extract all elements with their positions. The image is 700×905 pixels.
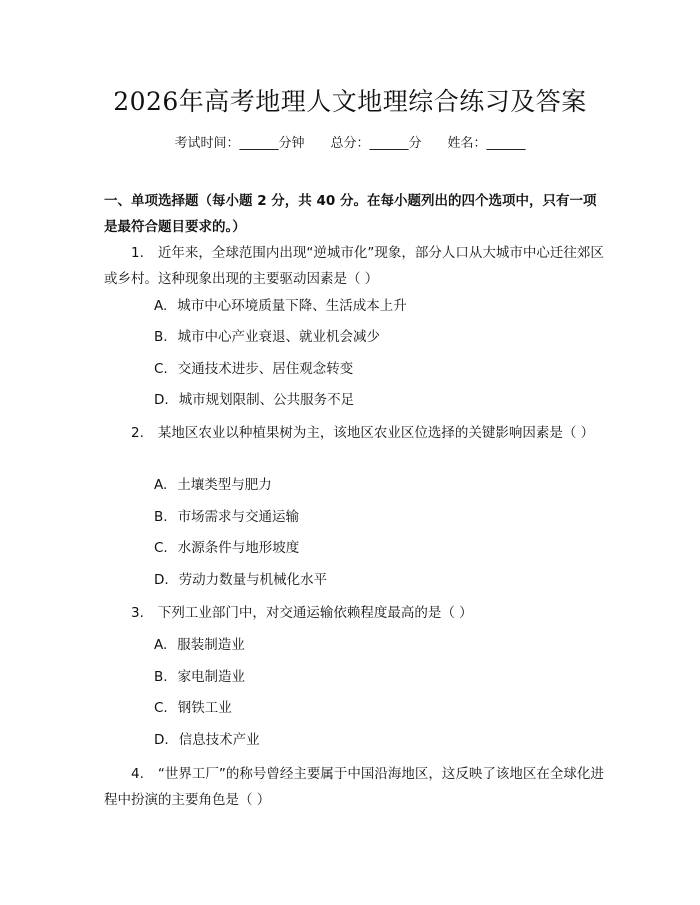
option-text: 家电制造业 bbox=[177, 669, 246, 685]
question-number: 2. bbox=[131, 425, 144, 441]
question-3 bbox=[104, 600, 604, 626]
page-title: 2026年高考地理人文地理综合练习及答案 bbox=[113, 87, 587, 116]
question-text: 下列工业部门中，对交通运输依赖程度最高的是（ ） bbox=[157, 605, 473, 621]
option-letter: C. bbox=[154, 361, 168, 377]
question-1-option-a bbox=[154, 293, 594, 319]
question-2-option-b bbox=[154, 504, 594, 530]
question-text: 近年来，全球范围内出现“逆城市化”现象，部分人口从大城市中心迁往郊区或乡村。这种现象出现的主要驱动因素是（ ） bbox=[104, 245, 604, 287]
option-text: 劳动力数量与机械化水平 bbox=[178, 572, 328, 588]
question-3-option-a bbox=[154, 632, 594, 658]
question-3-option-d bbox=[154, 727, 594, 753]
question-number: 1. bbox=[131, 245, 144, 261]
question-4 bbox=[104, 761, 604, 813]
option-text: 服装制造业 bbox=[177, 637, 245, 653]
question-2-option-c bbox=[154, 535, 594, 561]
exam-meta-line bbox=[0, 132, 700, 151]
option-letter: B. bbox=[154, 329, 168, 345]
question-1 bbox=[104, 240, 604, 292]
option-text: 钢铁工业 bbox=[177, 700, 232, 716]
exam-time-field: 考试时间：______分钟 bbox=[174, 136, 305, 151]
question-1-option-b bbox=[154, 324, 594, 350]
option-letter: D. bbox=[154, 732, 169, 748]
name-field: 姓名：______ bbox=[447, 136, 526, 151]
question-2-option-a bbox=[154, 472, 594, 498]
option-letter: A. bbox=[154, 637, 168, 653]
question-number: 4. bbox=[131, 766, 144, 782]
question-3-option-c bbox=[154, 695, 594, 721]
question-2 bbox=[104, 420, 604, 446]
option-text: 市场需求与交通运输 bbox=[177, 509, 300, 525]
option-letter: A. bbox=[154, 477, 168, 493]
option-letter: B. bbox=[154, 669, 168, 685]
total-score-field: 总分：______分 bbox=[330, 136, 422, 151]
option-text: 信息技术产业 bbox=[178, 732, 260, 748]
question-1-option-d bbox=[154, 387, 594, 413]
option-text: 土壤类型与肥力 bbox=[177, 477, 272, 493]
option-letter: C. bbox=[154, 540, 168, 556]
option-letter: D. bbox=[154, 392, 169, 408]
option-letter: D. bbox=[154, 572, 169, 588]
question-3-option-b bbox=[154, 664, 594, 690]
option-text: 城市规划限制、公共服务不足 bbox=[178, 392, 355, 408]
question-1-option-c bbox=[154, 356, 594, 382]
section-heading: 一、单项选择题（每小题 2 分，共 40 分。在每小题列出的四个选项中，只有一项是最符合题目要求的。） bbox=[104, 193, 597, 235]
option-text: 城市中心环境质量下降、生活成本上升 bbox=[177, 298, 407, 314]
question-text: “世界工厂”的称号曾经主要属于中国沿海地区，这反映了该地区在全球化进程中扮演的主要角色是（ ） bbox=[104, 766, 604, 808]
option-text: 交通技术进步、居住观念转变 bbox=[177, 361, 354, 377]
option-letter: B. bbox=[154, 509, 168, 525]
option-text: 水源条件与地形坡度 bbox=[177, 540, 300, 556]
option-letter: C. bbox=[154, 700, 168, 716]
question-2-option-d bbox=[154, 567, 594, 593]
question-text: 某地区农业以种植果树为主，该地区农业区位选择的关键影响因素是（ ） bbox=[157, 425, 595, 441]
question-number: 3. bbox=[131, 605, 144, 621]
option-text: 城市中心产业衰退、就业机会减少 bbox=[177, 329, 381, 345]
option-letter: A. bbox=[154, 298, 168, 314]
